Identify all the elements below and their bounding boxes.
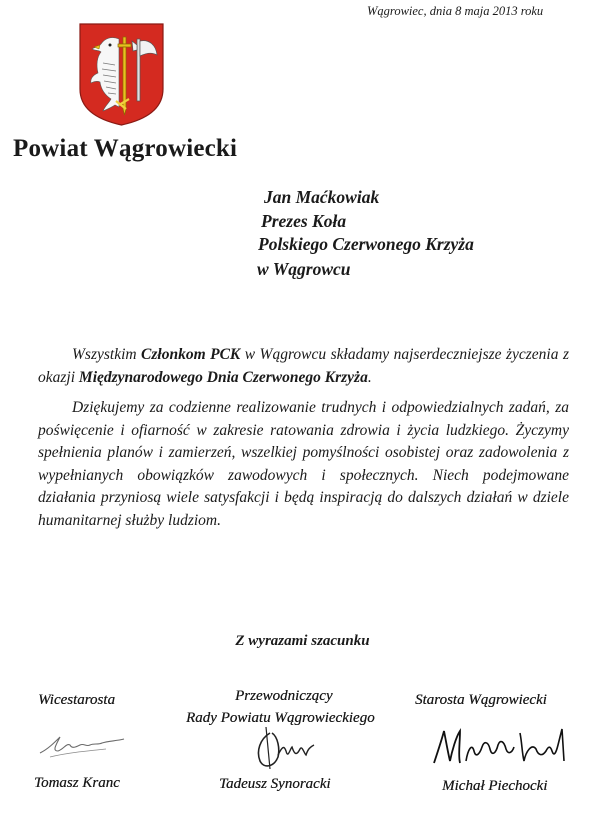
addressee-line-2: Prezes Koła (261, 211, 347, 231)
closing-phrase: Z wyrazami szacunku (235, 633, 370, 649)
signatory-2-title-line-2: Rady Powiatu Wągrowieckiego (186, 710, 375, 726)
addressee-line-3: Polskiego Czerwonego Krzyża (258, 234, 474, 254)
signature-3-icon (428, 723, 578, 771)
signature-2-icon (248, 727, 328, 773)
organization-name: Powiat Wągrowiecki (13, 135, 238, 162)
signatory-2-title: Przewodniczący (235, 688, 333, 704)
signatory-1-name: Tomasz Kranc (34, 775, 120, 791)
coat-of-arms-icon (79, 23, 164, 126)
crest-shield (80, 24, 163, 125)
body-paragraph-2: Dziękujemy za codzienne realizowanie trudnych i odpowiedzialnych zadań, za poświęcenie i ofiarność w zakresie ratowania zdrowia i życia ludzkiego. Życzymy spełnienia planów i zamierzeń, wszelkiej pomyślności osobistej oraz zadowolenia z wypełnianych obowiązków zawodowych i społecznych. Niech podejmowane działania przyniosą wiele satysfakcji i będą inspiracją do dalszych działań w dziele humanitarnej służby ludziom. (38, 399, 569, 529)
highlight-day: Międzynarodowego Dnia Czerwonego Krzyża (78, 368, 368, 386)
addressee-line-1: Jan Maćkowiak (264, 187, 380, 207)
signature-1-icon (36, 727, 128, 761)
date-line: Wągrowiec, dnia 8 maja 2013 roku (367, 4, 544, 18)
signatory-1-title: Wicestarosta (38, 692, 115, 708)
addressee-line-4: w Wągrowcu (257, 259, 351, 279)
body-paragraph-1: Wszystkim Członkom PCK w Wągrowcu składamy najserdeczniejsze życzenia z okazji Międzynarodowego Dnia Czerwonego Krzyża. (38, 346, 569, 386)
signatory-3-name: Michał Piechocki (442, 778, 548, 794)
highlight-members: Członkom PCK (141, 346, 241, 363)
signatory-2-name: Tadeusz Synoracki (219, 776, 331, 792)
signatory-3-title: Starosta Wągrowiecki (415, 692, 547, 708)
